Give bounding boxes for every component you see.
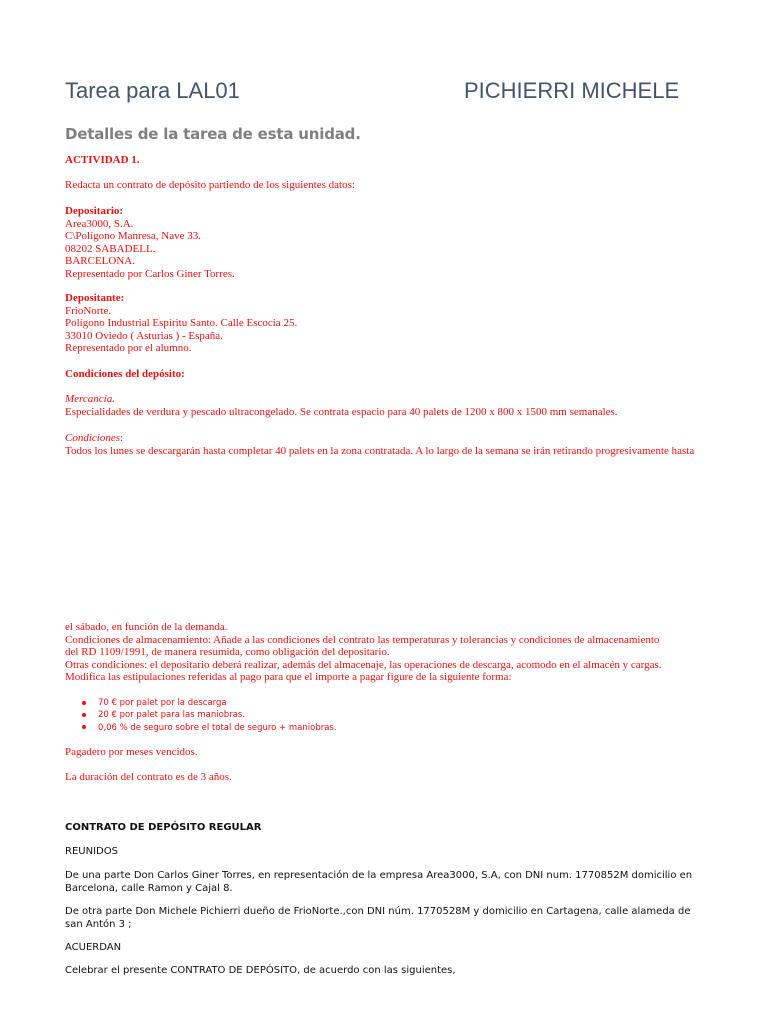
continuation-section	[65, 621, 662, 684]
list-item: 70 € por palet por la descarga	[82, 697, 337, 709]
party-two-paragraph: De otra parte Don Michele Pichierri dueño de FrioNorte.,con DNI núm. 1770528M y domicilio en Cartagena, calle alameda de san Antón 3 ;	[65, 906, 691, 930]
depositario-line: 08202 SABADELL.	[65, 242, 156, 255]
condiciones-section: Condiciones: Todos los lunes se descargarán hasta completar 40 palets en la zona contratada. A lo largo de la semana se irán retirando progresivamente hasta	[65, 432, 695, 457]
depositante-line: FrioNorte.	[65, 304, 112, 317]
party-one-paragraph: De una parte Don Carlos Giner Torres, en representación de la empresa Area3000, S.A, con DNI num. 1770852M domicilio en Barcelona, calle Ramon y Cajal 8.	[65, 870, 693, 894]
payment-bullet-list	[82, 697, 337, 734]
depositante-section	[65, 292, 297, 355]
activity-heading: ACTIVIDAD 1.	[65, 154, 140, 166]
payment-terms: Pagadero por meses vencidos.	[65, 746, 198, 758]
list-item: 20 € por palet para las maniobras.	[82, 709, 337, 721]
task-title: Tarea para LAL01	[65, 78, 240, 103]
condiciones-text: Todos los lunes se descargarán hasta completar 40 palets en la zona contratada. A lo largo de la semana se irán retirando progresivamente hasta	[65, 444, 695, 457]
continuation-line: Condiciones de almacenamiento: Añade a las condiciones del contrato las temperaturas y tolerancias y condiciones de almacenamiento	[65, 633, 660, 646]
continuation-line: Otras condiciones: el depositario deberá realizar, además del almacenaje, las operaciones de descarga, acomodo en el almacén y cargas.	[65, 658, 662, 671]
mercancia-label: Mercancía.	[65, 393, 115, 405]
depositario-line: Area3000, S.A.	[65, 217, 134, 230]
mercancia-section	[65, 393, 618, 418]
bullet-icon	[82, 701, 86, 705]
continuation-line: Modifica las estipulaciones referidas al pago para que el importe a pagar figure de la siguiente forma:	[65, 671, 512, 684]
student-name: PICHIERRI MICHELE	[464, 78, 680, 103]
conditions-heading: Condiciones del depósito:	[65, 368, 185, 380]
mercancia-text: Especialidades de verdura y pescado ultracongelado. Se contrata espacio para 40 palets de 1200 x 800 x 1500 mm semanales.	[65, 405, 618, 418]
activity-intro: Redacta un contrato de depósito partiendo de los siguientes datos:	[65, 179, 355, 191]
depositario-line: BARCELONA.	[65, 255, 135, 268]
depositario-line: C\Polígono Manresa, Nave 33.	[65, 230, 201, 243]
depositario-label: Depositario:	[65, 205, 124, 217]
depositante-line: Polígono Industrial Espíritu Santo. Calle Escocia 25.	[65, 317, 298, 330]
depositario-line: Representado por Carlos Giner Torres.	[65, 267, 235, 280]
condiciones-label: Condiciones	[65, 432, 120, 444]
closing-paragraph: Celebrar el presente CONTRATO DE DEPÓSITO, de acuerdo con las siguientes,	[65, 965, 456, 976]
acuerdan-heading: ACUERDAN	[65, 942, 122, 953]
continuation-line: del RD 1109/1991, de manera resumida, como obligación del depositario.	[65, 646, 390, 659]
continuation-line: el sábado, en función de la demanda.	[65, 621, 228, 633]
depositante-label: Depositante:	[65, 292, 125, 304]
contract-title: CONTRATO DE DEPÓSITO REGULAR	[65, 822, 262, 833]
depositante-line: 33010 Oviedo ( Asturias ) - España.	[65, 329, 223, 342]
depositario-section	[65, 205, 235, 281]
reunidos-heading: REUNIDOS	[65, 846, 118, 857]
depositante-line: Representado por el alumno.	[65, 342, 192, 355]
bullet-icon	[82, 713, 86, 717]
contract-duration: La duración del contrato es de 3 años.	[65, 771, 232, 783]
list-item: 0,06 % de seguro sobre el total de seguro + maniobras.	[82, 722, 337, 734]
bullet-icon	[82, 725, 86, 729]
page-subtitle: Detalles de la tarea de esta unidad.	[65, 125, 361, 143]
